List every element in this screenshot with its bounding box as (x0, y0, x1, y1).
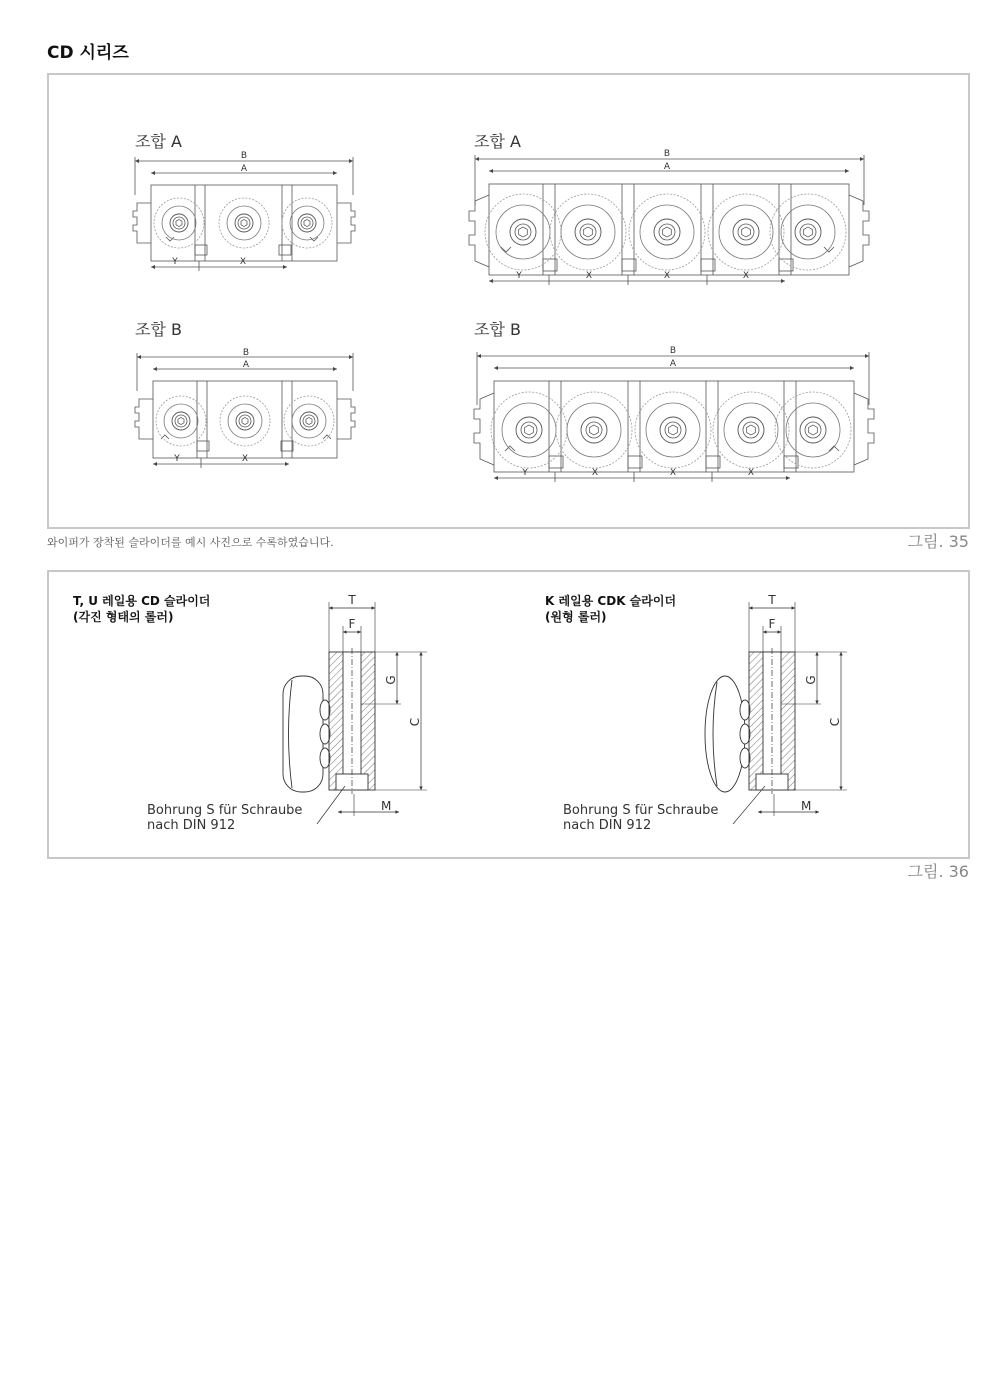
dim-x2-a-large: X (663, 271, 671, 281)
figure-35-drawing (49, 75, 972, 531)
combo-label-a-large: 조합 A (474, 132, 521, 151)
page-title: CD 시리즈 (47, 43, 129, 63)
dim-x1-b-large: X (591, 468, 599, 478)
dim-y-a-large: Y (516, 271, 522, 281)
dim-x-b-small: X (241, 454, 249, 464)
figure-36-label: 그림. 36 (907, 862, 969, 881)
dim-x-a-small: X (239, 257, 247, 267)
dim-x1-a-large: X (585, 271, 593, 281)
right-heading-line1: K 레일용 CDK 슬라이더 (545, 594, 677, 608)
figure-35-caption: 와이퍼가 장착된 슬라이더를 예시 사진으로 수록하였습니다. (47, 536, 334, 549)
figure-35-frame (47, 73, 970, 529)
dim-x2-b-large: X (669, 468, 677, 478)
dim-b-a-small: B (240, 151, 248, 161)
dim-a-a-small: A (240, 164, 248, 174)
right-dim-f: F (768, 617, 776, 631)
dim-y-b-small: Y (174, 454, 180, 464)
figure-36-drawing (49, 572, 972, 861)
left-heading-line2: (각진 형태의 롤러) (73, 610, 174, 624)
dim-a-a-large: A (663, 162, 671, 172)
dim-x3-b-large: X (747, 468, 755, 478)
right-dim-g: G (804, 675, 818, 685)
dim-b-b-large: B (669, 346, 677, 356)
left-dim-t: T (348, 593, 356, 607)
right-heading-line2: (원형 롤러) (545, 610, 607, 624)
cd-slider-section-drawing (283, 602, 427, 824)
dim-a-b-small: A (242, 360, 250, 370)
left-dim-m: M (381, 799, 392, 813)
dim-y-a-small: Y (172, 257, 178, 267)
right-bore-note-line1: Bohrung S für Schraube (563, 803, 719, 818)
right-dim-t: T (768, 593, 776, 607)
left-dim-g: G (384, 675, 398, 685)
left-bore-note-line2: nach DIN 912 (147, 818, 236, 833)
combo-label-b-small: 조합 B (135, 320, 182, 339)
dim-b-a-large: B (663, 149, 671, 159)
left-dim-f: F (348, 617, 356, 631)
left-dim-c: C (408, 717, 422, 727)
combo-label-a-small: 조합 A (135, 132, 182, 151)
dim-x3-a-large: X (742, 271, 750, 281)
right-dim-m: M (801, 799, 812, 813)
figure-35-label: 그림. 35 (907, 532, 969, 551)
left-bore-note-line1: Bohrung S für Schraube (147, 803, 303, 818)
left-heading-line1: T, U 레일용 CD 슬라이더 (73, 594, 211, 608)
dim-a-b-large: A (669, 359, 677, 369)
figure-36-frame (47, 570, 970, 859)
cdk-slider-section-drawing (705, 602, 847, 824)
dim-b-b-small: B (242, 348, 250, 358)
combo-label-b-large: 조합 B (474, 320, 521, 339)
dim-y-b-large: Y (522, 468, 528, 478)
right-dim-c: C (828, 717, 842, 727)
right-bore-note-line2: nach DIN 912 (563, 818, 652, 833)
